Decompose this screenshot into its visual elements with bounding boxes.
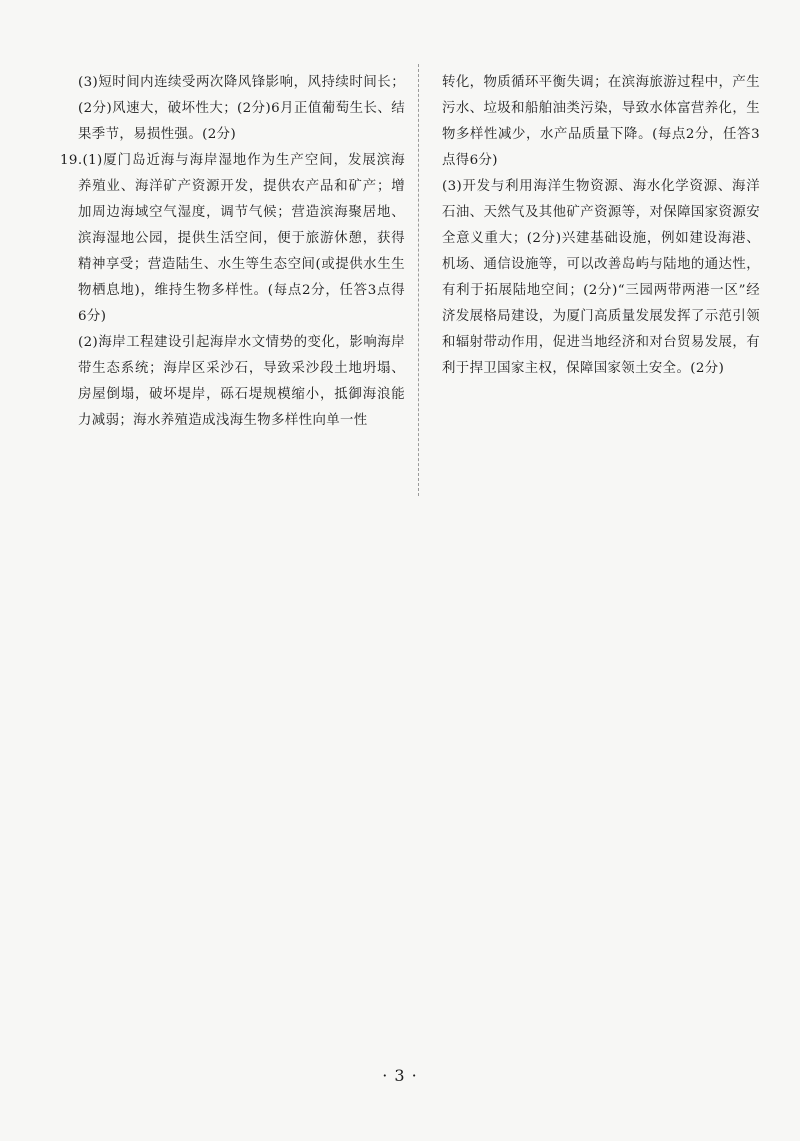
page-number: · 3 · (382, 1066, 418, 1085)
column-divider (418, 64, 419, 496)
q19-part2-answer: (2)海岸工程建设引起海岸水文情势的变化，影响海岸带生态系统；海岸区采沙石，导致采沙段土地坍塌、房屋倒塌，破坏堤岸，砾石堤规模缩小，抵御海浪能力减弱；海水养殖造成浅海生物多样性向单一性 (78, 335, 405, 428)
q19-part2-answer-continued: 转化，物质循环平衡失调；在滨海旅游过程中，产生污水、垃圾和船舶油类污染，导致水体富营养化，生物多样性减少，水产品质量下降。(每点2分，任答3点得6分) (442, 75, 760, 168)
left-column (60, 70, 405, 434)
q19-part3-answer: (3)开发与利用海洋生物资源、海水化学资源、海洋石油、天然气及其他矿产资源等，对保障国家资源安全意义重大；(2分)兴建基础设施，例如建设海港、机场、通信设施等，可以改善岛屿与陆地的通达性，有利于拓展陆地空间；(2分)“三园两带两港一区”经济发展格局建设，为厦门高质量发展发挥了示范引领和辐射带动作用，促进当地经济和对台贸易发展，有利于捍卫国家主权，保障国家领土安全。(2分) (442, 179, 760, 376)
q19-part1-answer: 19.(1)厦门岛近海与海岸湿地作为生产空间，发展滨海养殖业、海洋矿产资源开发，提供农产品和矿产；增加周边海域空气湿度，调节气候；营造滨海聚居地、滨海湿地公园，提供生活空间，便于旅游休憩，获得精神享受；营造陆生、水生等生态空间(或提供水生生物栖息地)，维持生物多样性。(每点2分，任答3点得6分) (60, 153, 405, 324)
q18-part3-answer: (3)短时间内连续受两次降风锋影响，风持续时间长；(2分)风速大，破坏性大；(2分)6月正值葡萄生长、结果季节，易损性强。(2分) (78, 75, 405, 142)
right-column (442, 70, 760, 382)
